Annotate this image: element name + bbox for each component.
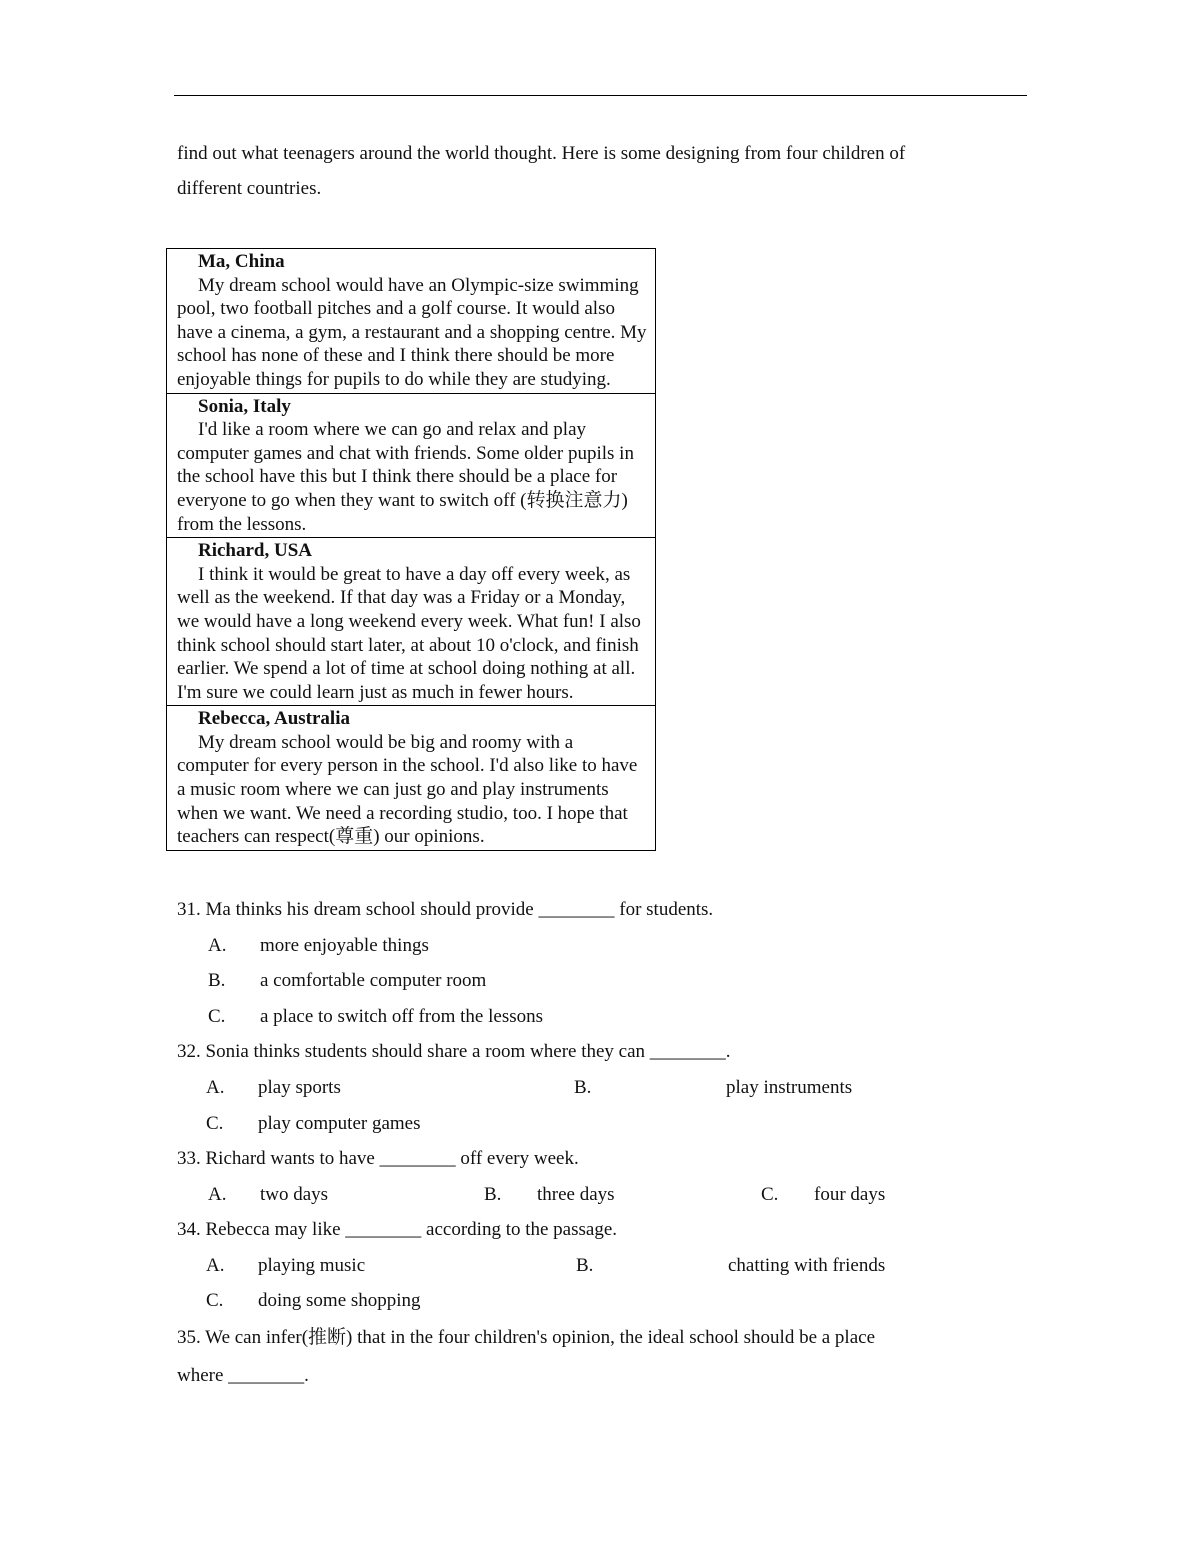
intro-paragraph: [177, 136, 1027, 206]
q31-option-c-letter: C.: [208, 1006, 226, 1027]
q34-option-b: chatting with friends: [728, 1255, 886, 1276]
q33-option-c: four days: [814, 1184, 886, 1205]
q33-option-a: two days: [260, 1184, 329, 1205]
cell-name: Rebecca, Australia: [198, 708, 350, 730]
intro-line-2: different countries.: [177, 178, 322, 199]
question-31-stem: 31. Ma thinks his dream school should provide ________ for students.: [177, 899, 714, 920]
q34-option-c: doing some shopping: [258, 1290, 421, 1311]
q33-option-c-letter: C.: [761, 1184, 779, 1205]
q34-option-a: playing music: [258, 1255, 366, 1276]
q34-option-a-letter: A.: [206, 1255, 225, 1276]
q32-option-b: play instruments: [726, 1077, 853, 1098]
q33-option-a-letter: A.: [208, 1184, 227, 1205]
question-33-stem: 33. Richard wants to have ________ off every week.: [177, 1148, 579, 1169]
intro-line-1: find out what teenagers around the world thought. Here is some designing from four children of: [177, 143, 906, 164]
q32-option-c: play computer games: [258, 1113, 421, 1134]
opinions-table: [166, 248, 656, 851]
q32-option-a-letter: A.: [206, 1077, 225, 1098]
header-rule: [174, 95, 1027, 96]
table-cell-ma: [167, 249, 655, 394]
question-32-stem: 32. Sonia thinks students should share a room where they can ________.: [177, 1041, 731, 1062]
table-cell-sonia: [167, 394, 655, 539]
q31-option-b: a comfortable computer room: [260, 970, 487, 991]
q31-option-a-letter: A.: [208, 935, 227, 956]
q32-option-b-letter: B.: [574, 1077, 592, 1098]
q31-option-b-letter: B.: [208, 970, 226, 991]
q33-option-b-letter: B.: [484, 1184, 502, 1205]
q34-option-c-letter: C.: [206, 1290, 224, 1311]
q31-option-c: a place to switch off from the lessons: [260, 1006, 543, 1027]
table-cell-richard: [167, 538, 655, 706]
cell-name: Ma, China: [198, 251, 285, 272]
q31-option-a: more enjoyable things: [260, 935, 429, 956]
q33-option-b: three days: [537, 1184, 615, 1205]
q32-option-c-letter: C.: [206, 1113, 224, 1134]
table-cell-rebecca: [167, 706, 655, 850]
cell-name: Richard, USA: [198, 540, 313, 562]
cell-text: I think it would be great to have a day off every week, as well as the weekend. If that day was a Friday or a Monday, we would have a long weekend every week. What fun! I also think school should start later, at about 10 o'clock, and finish earlier. We spend a lot of time at school doing nothing at all. I'm sure we could learn just as much in fewer hours.: [177, 563, 641, 703]
cell-text: I'd like a room where we can go and relax and play computer games and chat with friends. Some older pupils in the school have this but I think there should be a place for everyone to go when they want to switch off (转换注意力) from the lessons.: [177, 419, 634, 535]
question-34-stem: 34. Rebecca may like ________ according to the passage.: [177, 1219, 618, 1240]
cell-text: My dream school would be big and roomy with a computer for every person in the school. I'd also like to have a music room where we can just go and play instruments when we want. We need a recording studio, too. I hope that teachers can respect(尊重) our opinions.: [177, 731, 638, 848]
question-35-stem-line-2: where ________.: [177, 1365, 309, 1386]
q32-option-a: play sports: [258, 1077, 341, 1098]
cell-name: Sonia, Italy: [198, 395, 291, 417]
q34-option-b-letter: B.: [576, 1255, 594, 1276]
cell-text: My dream school would have an Olympic-size swimming pool, two football pitches and a golf course. It would also have a cinema, a gym, a restaurant and a shopping centre. My school has none of these and I think there should be more enjoyable things for pupils to do while they are studying.: [177, 274, 647, 390]
question-35-stem-line-1: 35. We can infer(推断) that in the four children's opinion, the ideal school should be a place: [177, 1327, 876, 1348]
